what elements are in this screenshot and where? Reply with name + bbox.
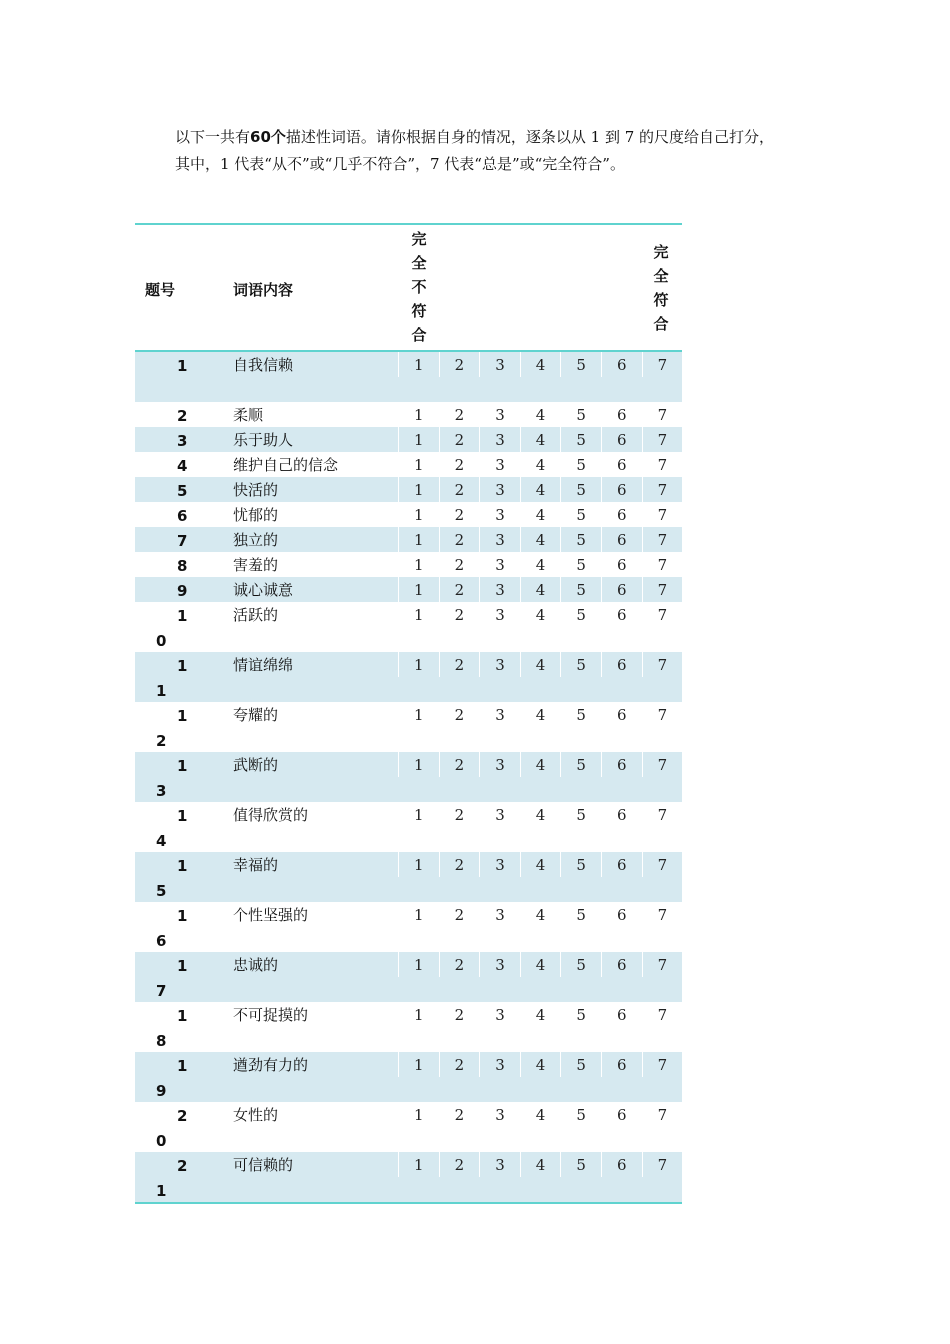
item-number-digit: 9 (156, 1082, 167, 1100)
rating-option-5[interactable]: 5 (560, 1002, 601, 1027)
rating-option-5[interactable]: 5 (560, 527, 601, 552)
item-number-digit: 2 (156, 732, 167, 750)
table-row (135, 752, 682, 802)
rating-option-1[interactable]: 1 (398, 1102, 439, 1127)
item-number-digit: 1 (177, 907, 188, 925)
rating-option-5[interactable]: 5 (560, 802, 601, 827)
rating-option-1[interactable]: 1 (398, 1052, 439, 1077)
table-row (135, 402, 682, 427)
item-number: 4 (177, 457, 188, 475)
instruction-line-2: 其中，1 代表“从不”或“几乎不符合”，7 代表“总是”或“完全符合”。 (175, 155, 625, 173)
rating-option-7[interactable]: 7 (642, 1152, 683, 1177)
rating-option-5[interactable]: 5 (560, 952, 601, 977)
rating-option-3[interactable]: 3 (479, 1052, 520, 1077)
rating-option-6[interactable]: 6 (601, 577, 642, 602)
rating-option-3[interactable]: 3 (479, 802, 520, 827)
rating-option-7[interactable]: 7 (642, 427, 683, 452)
instructions (145, 124, 813, 178)
rating-option-2[interactable]: 2 (439, 1102, 480, 1127)
item-number-digit: 1 (177, 1057, 188, 1075)
table-row (135, 1002, 682, 1052)
rating-option-7[interactable]: 7 (642, 352, 683, 377)
rating-option-4[interactable]: 4 (520, 352, 561, 377)
rating-option-7[interactable]: 7 (642, 402, 683, 427)
item-word: 害羞的 (233, 556, 279, 574)
item-number: 9 (177, 582, 188, 600)
item-number-digit: 5 (156, 882, 167, 900)
item-number: 2 (177, 407, 188, 425)
rating-option-2[interactable]: 2 (439, 1052, 480, 1077)
item-word: 遒劲有力的 (233, 1056, 309, 1074)
rating-option-5[interactable]: 5 (560, 1102, 601, 1127)
rating-option-5[interactable]: 5 (560, 652, 601, 677)
rating-option-1[interactable]: 1 (398, 752, 439, 777)
rating-option-5[interactable]: 5 (560, 452, 601, 477)
rating-option-3[interactable]: 3 (479, 552, 520, 577)
rating-option-2[interactable]: 2 (439, 952, 480, 977)
table-row (135, 427, 682, 452)
rating-option-3[interactable]: 3 (479, 602, 520, 627)
rating-option-6[interactable]: 6 (601, 352, 642, 377)
rating-option-3[interactable]: 3 (479, 852, 520, 877)
rating-option-1[interactable]: 1 (398, 352, 439, 377)
rating-option-7[interactable]: 7 (642, 952, 683, 977)
rating-option-6[interactable]: 6 (601, 1002, 642, 1027)
rating-option-5[interactable]: 5 (560, 902, 601, 927)
item-number-digit: 1 (177, 657, 188, 675)
rating-option-1[interactable]: 1 (398, 452, 439, 477)
rating-option-1[interactable]: 1 (398, 652, 439, 677)
item-word: 武断的 (233, 756, 279, 774)
rating-option-2[interactable]: 2 (439, 552, 480, 577)
rating-option-5[interactable]: 5 (560, 427, 601, 452)
item-word: 夸耀的 (233, 706, 279, 724)
rating-option-2[interactable]: 2 (439, 802, 480, 827)
item-number-digit: 1 (177, 857, 188, 875)
item-number-digit: 1 (177, 807, 188, 825)
item-number (135, 802, 188, 850)
rating-option-6[interactable]: 6 (601, 502, 642, 527)
rating-option-6[interactable]: 6 (601, 1152, 642, 1177)
item-number-digit: 7 (156, 982, 167, 1000)
rating-option-3[interactable]: 3 (479, 752, 520, 777)
rating-option-2[interactable]: 2 (439, 402, 480, 427)
rating-option-5[interactable]: 5 (560, 477, 601, 502)
rating-option-7[interactable]: 7 (642, 902, 683, 927)
rating-option-3[interactable]: 3 (479, 502, 520, 527)
item-number (135, 602, 188, 650)
table-header (135, 225, 682, 352)
table-row (135, 1102, 682, 1152)
rating-option-7[interactable]: 7 (642, 477, 683, 502)
rating-option-1[interactable]: 1 (398, 402, 439, 427)
rating-option-1[interactable]: 1 (398, 577, 439, 602)
table-row (135, 452, 682, 477)
item-number: 7 (177, 532, 188, 550)
rating-option-4[interactable]: 4 (520, 1002, 561, 1027)
rating-table (135, 223, 682, 1204)
table-row (135, 702, 682, 752)
rating-option-6[interactable]: 6 (601, 802, 642, 827)
item-word: 柔顺 (233, 406, 264, 424)
item-number (135, 752, 188, 800)
item-number (135, 1152, 188, 1200)
rating-option-1[interactable]: 1 (398, 1002, 439, 1027)
rating-option-2[interactable]: 2 (439, 652, 480, 677)
table-row (135, 952, 682, 1002)
rating-option-3[interactable]: 3 (479, 427, 520, 452)
rating-option-6[interactable]: 6 (601, 552, 642, 577)
rating-option-5[interactable]: 5 (560, 352, 601, 377)
item-word: 忧郁的 (233, 506, 279, 524)
rating-option-1[interactable]: 1 (398, 527, 439, 552)
item-number (135, 702, 188, 750)
rating-option-1[interactable]: 1 (398, 477, 439, 502)
rating-option-5[interactable]: 5 (560, 552, 601, 577)
item-number-digit: 0 (156, 1132, 167, 1150)
rating-option-4[interactable]: 4 (520, 902, 561, 927)
rating-option-2[interactable]: 2 (439, 577, 480, 602)
rating-option-4[interactable]: 4 (520, 802, 561, 827)
item-number: 6 (177, 507, 188, 525)
item-number: 1 (177, 357, 188, 375)
header-word: 词语内容 (233, 281, 294, 299)
item-number-digit: 1 (156, 682, 167, 700)
item-count: 60个 (250, 128, 286, 146)
item-number (135, 1052, 188, 1100)
rating-option-7[interactable]: 7 (642, 602, 683, 627)
rating-option-2[interactable]: 2 (439, 702, 480, 727)
instruction-text: 描述性词语。请你根据自身的情况，逐条以从 1 到 7 的尺度给自己打分， (285, 128, 775, 146)
rating-option-6[interactable]: 6 (601, 427, 642, 452)
rating-option-2[interactable]: 2 (439, 427, 480, 452)
item-number (135, 952, 188, 1000)
item-number-digit: 3 (156, 782, 167, 800)
rating-option-1[interactable]: 1 (398, 502, 439, 527)
table-row (135, 527, 682, 552)
rating-option-4[interactable]: 4 (520, 527, 561, 552)
rating-option-1[interactable]: 1 (398, 702, 439, 727)
item-number: 5 (177, 482, 188, 500)
rating-option-2[interactable]: 2 (439, 752, 480, 777)
rating-option-4[interactable]: 4 (520, 852, 561, 877)
rating-option-7[interactable]: 7 (642, 577, 683, 602)
item-word: 诚心诚意 (233, 581, 294, 599)
rating-option-5[interactable]: 5 (560, 602, 601, 627)
rating-option-6[interactable]: 6 (601, 602, 642, 627)
rating-option-1[interactable]: 1 (398, 552, 439, 577)
rating-option-6[interactable]: 6 (601, 652, 642, 677)
item-word: 女性的 (233, 1106, 279, 1124)
rating-option-7[interactable]: 7 (642, 552, 683, 577)
rating-option-7[interactable]: 7 (642, 752, 683, 777)
item-word: 自我信赖 (233, 356, 294, 374)
item-number: 3 (177, 432, 188, 450)
instruction-line-1 (145, 124, 813, 151)
table-row (135, 477, 682, 502)
item-word: 值得欣赏的 (233, 806, 309, 824)
rating-option-6[interactable]: 6 (601, 527, 642, 552)
item-word: 不可捉摸的 (233, 1006, 309, 1024)
rating-option-6[interactable]: 6 (601, 452, 642, 477)
rating-option-7[interactable]: 7 (642, 702, 683, 727)
item-number-digit: 4 (156, 832, 167, 850)
table-row (135, 652, 682, 702)
rating-option-6[interactable]: 6 (601, 952, 642, 977)
item-word: 快活的 (233, 481, 279, 499)
item-number (135, 1102, 188, 1150)
rating-option-7[interactable]: 7 (642, 527, 683, 552)
rating-option-2[interactable]: 2 (439, 452, 480, 477)
header-number: 题号 (145, 281, 176, 299)
rating-option-3[interactable]: 3 (479, 952, 520, 977)
rating-option-3[interactable]: 3 (479, 527, 520, 552)
item-number (135, 902, 188, 950)
item-word: 幸福的 (233, 856, 279, 874)
rating-option-2[interactable]: 2 (439, 1002, 480, 1027)
rating-option-6[interactable]: 6 (601, 902, 642, 927)
rating-option-1[interactable]: 1 (398, 1152, 439, 1177)
table-row (135, 1052, 682, 1102)
item-number-digit: 1 (177, 607, 188, 625)
rating-option-7[interactable]: 7 (642, 452, 683, 477)
rating-option-4[interactable]: 4 (520, 752, 561, 777)
rating-option-7[interactable]: 7 (642, 802, 683, 827)
table-row (135, 1152, 682, 1202)
rating-option-4[interactable]: 4 (520, 402, 561, 427)
table-row (135, 352, 682, 402)
rating-option-2[interactable]: 2 (439, 352, 480, 377)
item-number (135, 1002, 188, 1050)
item-number-digit: 8 (156, 1032, 167, 1050)
item-word: 活跃的 (233, 606, 279, 624)
rating-option-5[interactable]: 5 (560, 1152, 601, 1177)
item-word: 可信赖的 (233, 1156, 294, 1174)
rating-option-2[interactable]: 2 (439, 852, 480, 877)
item-number-digit: 1 (177, 757, 188, 775)
rating-option-4[interactable]: 4 (520, 502, 561, 527)
rating-option-6[interactable]: 6 (601, 1052, 642, 1077)
item-number-digit: 2 (177, 1107, 188, 1125)
rating-option-3[interactable]: 3 (479, 652, 520, 677)
item-number-digit: 1 (156, 1182, 167, 1200)
rating-option-5[interactable]: 5 (560, 702, 601, 727)
rating-option-6[interactable]: 6 (601, 1102, 642, 1127)
rating-option-6[interactable]: 6 (601, 752, 642, 777)
rating-option-7[interactable]: 7 (642, 852, 683, 877)
table-row (135, 802, 682, 852)
rating-option-4[interactable]: 4 (520, 702, 561, 727)
table-row (135, 852, 682, 902)
rating-option-6[interactable]: 6 (601, 477, 642, 502)
rating-option-4[interactable]: 4 (520, 1052, 561, 1077)
rating-option-3[interactable]: 3 (479, 702, 520, 727)
rating-option-5[interactable]: 5 (560, 1052, 601, 1077)
rating-option-7[interactable]: 7 (642, 1052, 683, 1077)
rating-option-7[interactable]: 7 (642, 502, 683, 527)
rating-option-1[interactable]: 1 (398, 902, 439, 927)
rating-option-6[interactable]: 6 (601, 702, 642, 727)
item-word: 乐于助人 (233, 431, 294, 449)
header-completely: 完全符合 (653, 243, 669, 333)
rating-option-5[interactable]: 5 (560, 577, 601, 602)
rating-option-1[interactable]: 1 (398, 602, 439, 627)
rating-option-2[interactable]: 2 (439, 902, 480, 927)
rating-option-4[interactable]: 4 (520, 952, 561, 977)
instruction-text: 以下一共有 (175, 128, 251, 146)
header-not-at-all: 完全不符合 (411, 230, 427, 344)
rating-option-1[interactable]: 1 (398, 802, 439, 827)
item-number (135, 652, 188, 700)
rating-option-3[interactable]: 3 (479, 352, 520, 377)
rating-option-7[interactable]: 7 (642, 652, 683, 677)
item-word: 个性坚强的 (233, 906, 309, 924)
item-word: 独立的 (233, 531, 279, 549)
rating-option-6[interactable]: 6 (601, 852, 642, 877)
rating-option-4[interactable]: 4 (520, 652, 561, 677)
table-row (135, 502, 682, 527)
item-number-digit: 1 (177, 1007, 188, 1025)
rating-option-3[interactable]: 3 (479, 577, 520, 602)
table-row (135, 902, 682, 952)
rating-option-3[interactable]: 3 (479, 1152, 520, 1177)
rating-option-2[interactable]: 2 (439, 477, 480, 502)
rating-option-5[interactable]: 5 (560, 852, 601, 877)
rating-option-2[interactable]: 2 (439, 527, 480, 552)
rating-option-6[interactable]: 6 (601, 402, 642, 427)
item-number-digit: 6 (156, 932, 167, 950)
rating-option-3[interactable]: 3 (479, 902, 520, 927)
rating-option-5[interactable]: 5 (560, 402, 601, 427)
rating-option-4[interactable]: 4 (520, 577, 561, 602)
item-number-digit: 1 (177, 957, 188, 975)
item-word: 忠诚的 (233, 956, 279, 974)
rating-option-4[interactable]: 4 (520, 1152, 561, 1177)
item-number-digit: 1 (177, 707, 188, 725)
rating-option-7[interactable]: 7 (642, 1002, 683, 1027)
rating-option-4[interactable]: 4 (520, 602, 561, 627)
rating-option-1[interactable]: 1 (398, 952, 439, 977)
rating-option-3[interactable]: 3 (479, 477, 520, 502)
table-row (135, 577, 682, 602)
rating-option-2[interactable]: 2 (439, 502, 480, 527)
table-row (135, 602, 682, 652)
rating-option-1[interactable]: 1 (398, 852, 439, 877)
rating-option-7[interactable]: 7 (642, 1102, 683, 1127)
rating-option-4[interactable]: 4 (520, 552, 561, 577)
table-body (135, 352, 682, 1202)
item-word: 维护自己的信念 (233, 456, 339, 474)
rating-option-4[interactable]: 4 (520, 477, 561, 502)
item-number-digit: 2 (177, 1157, 188, 1175)
rating-option-4[interactable]: 4 (520, 452, 561, 477)
rating-option-4[interactable]: 4 (520, 427, 561, 452)
rating-option-4[interactable]: 4 (520, 1102, 561, 1127)
rating-option-3[interactable]: 3 (479, 1002, 520, 1027)
rating-option-3[interactable]: 3 (479, 452, 520, 477)
rating-option-3[interactable]: 3 (479, 402, 520, 427)
item-number-digit: 0 (156, 632, 167, 650)
rating-option-1[interactable]: 1 (398, 427, 439, 452)
item-number: 8 (177, 557, 188, 575)
rating-option-2[interactable]: 2 (439, 1152, 480, 1177)
item-number (135, 852, 188, 900)
table-row (135, 552, 682, 577)
rating-option-2[interactable]: 2 (439, 602, 480, 627)
rating-option-5[interactable]: 5 (560, 752, 601, 777)
rating-option-5[interactable]: 5 (560, 502, 601, 527)
rating-option-3[interactable]: 3 (479, 1102, 520, 1127)
item-word: 情谊绵绵 (233, 656, 294, 674)
